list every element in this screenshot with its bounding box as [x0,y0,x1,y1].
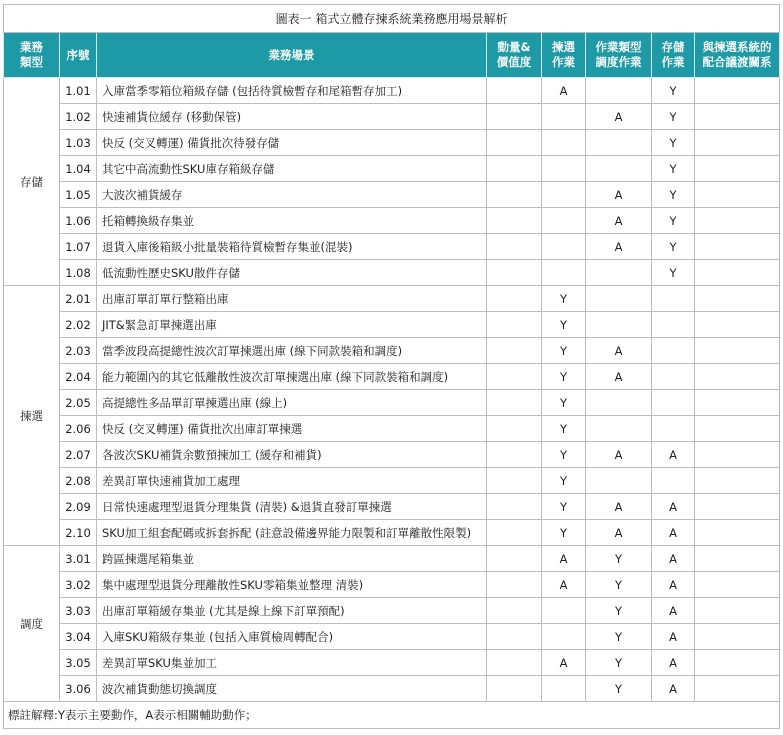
volume-cell [487,676,542,702]
pick-cell: Y [542,364,586,390]
pick-cell [542,598,586,624]
pick-cell: A [542,650,586,676]
relation-cell [695,416,780,442]
header-type: 業務 類型 [4,33,60,78]
volume-cell [487,572,542,598]
scenario-table [3,4,780,729]
scene-cell: 出庫訂單訂單行整箱出庫 [97,286,487,312]
table-row [4,286,780,312]
table-row [4,130,780,156]
table-row [4,468,780,494]
table-row [4,494,780,520]
storage-cell [652,286,695,312]
table-row [4,182,780,208]
business-type-cell: 存儲 [4,78,60,286]
seq-cell: 2.08 [60,468,97,494]
table-row [4,520,780,546]
job-cell: Y [586,572,652,598]
table-title: 圖表一 箱式立體存揀系統業務應用場景解析 [4,5,780,33]
relation-cell [695,494,780,520]
storage-cell [652,312,695,338]
relation-cell [695,208,780,234]
scene-cell: 快反 (交叉轉運) 備貨批次待發存儲 [97,130,487,156]
job-cell [586,312,652,338]
storage-cell: A [652,624,695,650]
pick-cell [542,182,586,208]
job-cell [586,286,652,312]
relation-cell [695,182,780,208]
table-row [4,156,780,182]
legend-note: 標註解釋:Y表示主要動作，A表示相關輔助動作； [4,702,780,729]
relation-cell [695,572,780,598]
storage-cell: Y [652,234,695,260]
seq-cell: 1.04 [60,156,97,182]
table-row [4,312,780,338]
storage-cell: Y [652,260,695,286]
seq-cell: 1.03 [60,130,97,156]
job-cell [586,260,652,286]
seq-cell: 3.03 [60,598,97,624]
header-scene: 業務場景 [97,33,487,78]
table-row [4,364,780,390]
seq-cell: 2.05 [60,390,97,416]
table-row [4,650,780,676]
header-relation: 與揀選系統的 配合議渡關系 [695,33,780,78]
storage-cell: A [652,494,695,520]
job-cell: A [586,208,652,234]
storage-cell: A [652,572,695,598]
seq-cell: 2.10 [60,520,97,546]
table-row [4,338,780,364]
table-row [4,598,780,624]
scene-cell: 入庫SKU箱級存集並 (包括入庫質檢周轉配合) [97,624,487,650]
pick-cell: Y [542,494,586,520]
seq-cell: 3.06 [60,676,97,702]
relation-cell [695,650,780,676]
table-body [4,78,780,702]
job-cell [586,416,652,442]
volume-cell [487,156,542,182]
storage-cell [652,364,695,390]
seq-cell: 1.05 [60,182,97,208]
job-cell: A [586,182,652,208]
volume-cell [487,598,542,624]
storage-cell: Y [652,208,695,234]
scene-cell: 集中處理型退貨分理離散性SKU零箱集並整理 清裝) [97,572,487,598]
pick-cell [542,260,586,286]
volume-cell [487,208,542,234]
table-row [4,624,780,650]
seq-cell: 2.07 [60,442,97,468]
pick-cell [542,234,586,260]
storage-cell: Y [652,104,695,130]
table-row [4,390,780,416]
pick-cell [542,156,586,182]
table-row [4,78,780,104]
volume-cell [487,104,542,130]
pick-cell: Y [542,442,586,468]
seq-cell: 1.07 [60,234,97,260]
volume-cell [487,650,542,676]
scene-cell: 高提總性多品單訂單揀選出庫 (線上) [97,390,487,416]
job-cell: A [586,338,652,364]
job-cell: A [586,364,652,390]
job-cell [586,468,652,494]
storage-cell: A [652,598,695,624]
table-row [4,234,780,260]
scene-cell: 當季波段高提總性波次訂單揀選出庫 (線下同款裝箱和調度) [97,338,487,364]
seq-cell: 1.08 [60,260,97,286]
relation-cell [695,598,780,624]
relation-cell [695,260,780,286]
volume-cell [487,546,542,572]
pick-cell [542,130,586,156]
seq-cell: 2.04 [60,364,97,390]
pick-cell: A [542,572,586,598]
volume-cell [487,416,542,442]
business-type-cell: 調度 [4,546,60,702]
pick-cell [542,624,586,650]
pick-cell: Y [542,520,586,546]
scene-cell: 差異訂單快速補貨加工處理 [97,468,487,494]
relation-cell [695,442,780,468]
scene-cell: 退貨入庫後箱級小批量裝箱待質檢暫存集並(混裝) [97,234,487,260]
seq-cell: 1.06 [60,208,97,234]
seq-cell: 2.09 [60,494,97,520]
seq-cell: 2.02 [60,312,97,338]
scene-cell: 大波次補貨緩存 [97,182,487,208]
pick-cell [542,208,586,234]
relation-cell [695,520,780,546]
job-cell [586,390,652,416]
volume-cell [487,624,542,650]
storage-cell: A [652,442,695,468]
seq-cell: 3.01 [60,546,97,572]
seq-cell: 3.05 [60,650,97,676]
volume-cell [487,468,542,494]
job-cell: Y [586,598,652,624]
relation-cell [695,156,780,182]
table-row [4,572,780,598]
scene-cell: 快速補貨位緩存 (移動保管) [97,104,487,130]
table-wrapper [3,4,779,729]
scene-cell: 跨區揀選尾箱集並 [97,546,487,572]
scene-cell: 入庫當季零箱位箱級存儲 (包括待質檢暫存和尾箱暫存加工) [97,78,487,104]
seq-cell: 2.03 [60,338,97,364]
job-cell [586,78,652,104]
header-storage: 存儲 作業 [652,33,695,78]
scene-cell: 托箱轉換級存集並 [97,208,487,234]
volume-cell [487,130,542,156]
storage-cell [652,416,695,442]
table-row [4,416,780,442]
volume-cell [487,260,542,286]
volume-cell [487,338,542,364]
header-row [4,33,780,78]
relation-cell [695,676,780,702]
relation-cell [695,364,780,390]
scene-cell: 其它中高流動性SKU庫存箱級存儲 [97,156,487,182]
scene-cell: 差異訂單SKU集並加工 [97,650,487,676]
scene-cell: SKU加工組套配碼或拆套拆配 (註意設備邊界能力限製和訂單離散性限製) [97,520,487,546]
relation-cell [695,286,780,312]
header-pick: 揀選 作業 [542,33,586,78]
header-jobtype: 作業類型 調度作業 [586,33,652,78]
header-seq: 序號 [60,33,97,78]
job-cell: Y [586,546,652,572]
relation-cell [695,130,780,156]
job-cell: A [586,442,652,468]
relation-cell [695,468,780,494]
seq-cell: 3.02 [60,572,97,598]
scene-cell: 各波次SKU補貨余數預揀加工 (緩存和補貨) [97,442,487,468]
volume-cell [487,286,542,312]
storage-cell: Y [652,130,695,156]
pick-cell: Y [542,416,586,442]
table-row [4,442,780,468]
table-row [4,208,780,234]
seq-cell: 3.04 [60,624,97,650]
scene-cell: 日常快速處理型退貨分理集貨 (清裝) &退貨直發訂單揀選 [97,494,487,520]
pick-cell: A [542,78,586,104]
volume-cell [487,364,542,390]
volume-cell [487,182,542,208]
job-cell [586,130,652,156]
relation-cell [695,624,780,650]
relation-cell [695,338,780,364]
table-row [4,546,780,572]
job-cell: Y [586,650,652,676]
job-cell: A [586,494,652,520]
volume-cell [487,390,542,416]
storage-cell [652,338,695,364]
volume-cell [487,442,542,468]
scene-cell: 快反 (交叉轉運) 備貨批次出庫訂單揀選 [97,416,487,442]
table-row [4,104,780,130]
storage-cell: Y [652,156,695,182]
relation-cell [695,312,780,338]
relation-cell [695,78,780,104]
scene-cell: 能力範圍內的其它低離散性波次訂單揀選出庫 (線下同款裝箱和調度) [97,364,487,390]
business-type-cell: 揀選 [4,286,60,546]
scene-cell: JIT&緊急訂單揀選出庫 [97,312,487,338]
volume-cell [487,234,542,260]
table-row [4,676,780,702]
job-cell: A [586,520,652,546]
storage-cell: A [652,650,695,676]
pick-cell [542,104,586,130]
relation-cell [695,234,780,260]
seq-cell: 1.01 [60,78,97,104]
storage-cell: A [652,520,695,546]
pick-cell [542,676,586,702]
seq-cell: 2.06 [60,416,97,442]
job-cell: A [586,234,652,260]
pick-cell: Y [542,312,586,338]
storage-cell: Y [652,78,695,104]
storage-cell: Y [652,182,695,208]
scene-cell: 波次補貨動態切換調度 [97,676,487,702]
scene-cell: 低流動性歷史SKU散件存儲 [97,260,487,286]
pick-cell: Y [542,286,586,312]
job-cell: A [586,104,652,130]
storage-cell: A [652,676,695,702]
relation-cell [695,104,780,130]
seq-cell: 1.02 [60,104,97,130]
table-row [4,260,780,286]
relation-cell [695,546,780,572]
volume-cell [487,520,542,546]
pick-cell: Y [542,390,586,416]
scene-cell: 出庫訂單箱緩存集並 (尤其是線上線下訂單預配) [97,598,487,624]
job-cell: Y [586,676,652,702]
job-cell: Y [586,624,652,650]
relation-cell [695,390,780,416]
storage-cell [652,468,695,494]
storage-cell [652,390,695,416]
pick-cell: A [542,546,586,572]
volume-cell [487,78,542,104]
volume-cell [487,312,542,338]
storage-cell: A [652,546,695,572]
header-volume: 動量& 價值度 [487,33,542,78]
pick-cell: Y [542,338,586,364]
seq-cell: 2.01 [60,286,97,312]
volume-cell [487,494,542,520]
job-cell [586,156,652,182]
pick-cell: Y [542,468,586,494]
